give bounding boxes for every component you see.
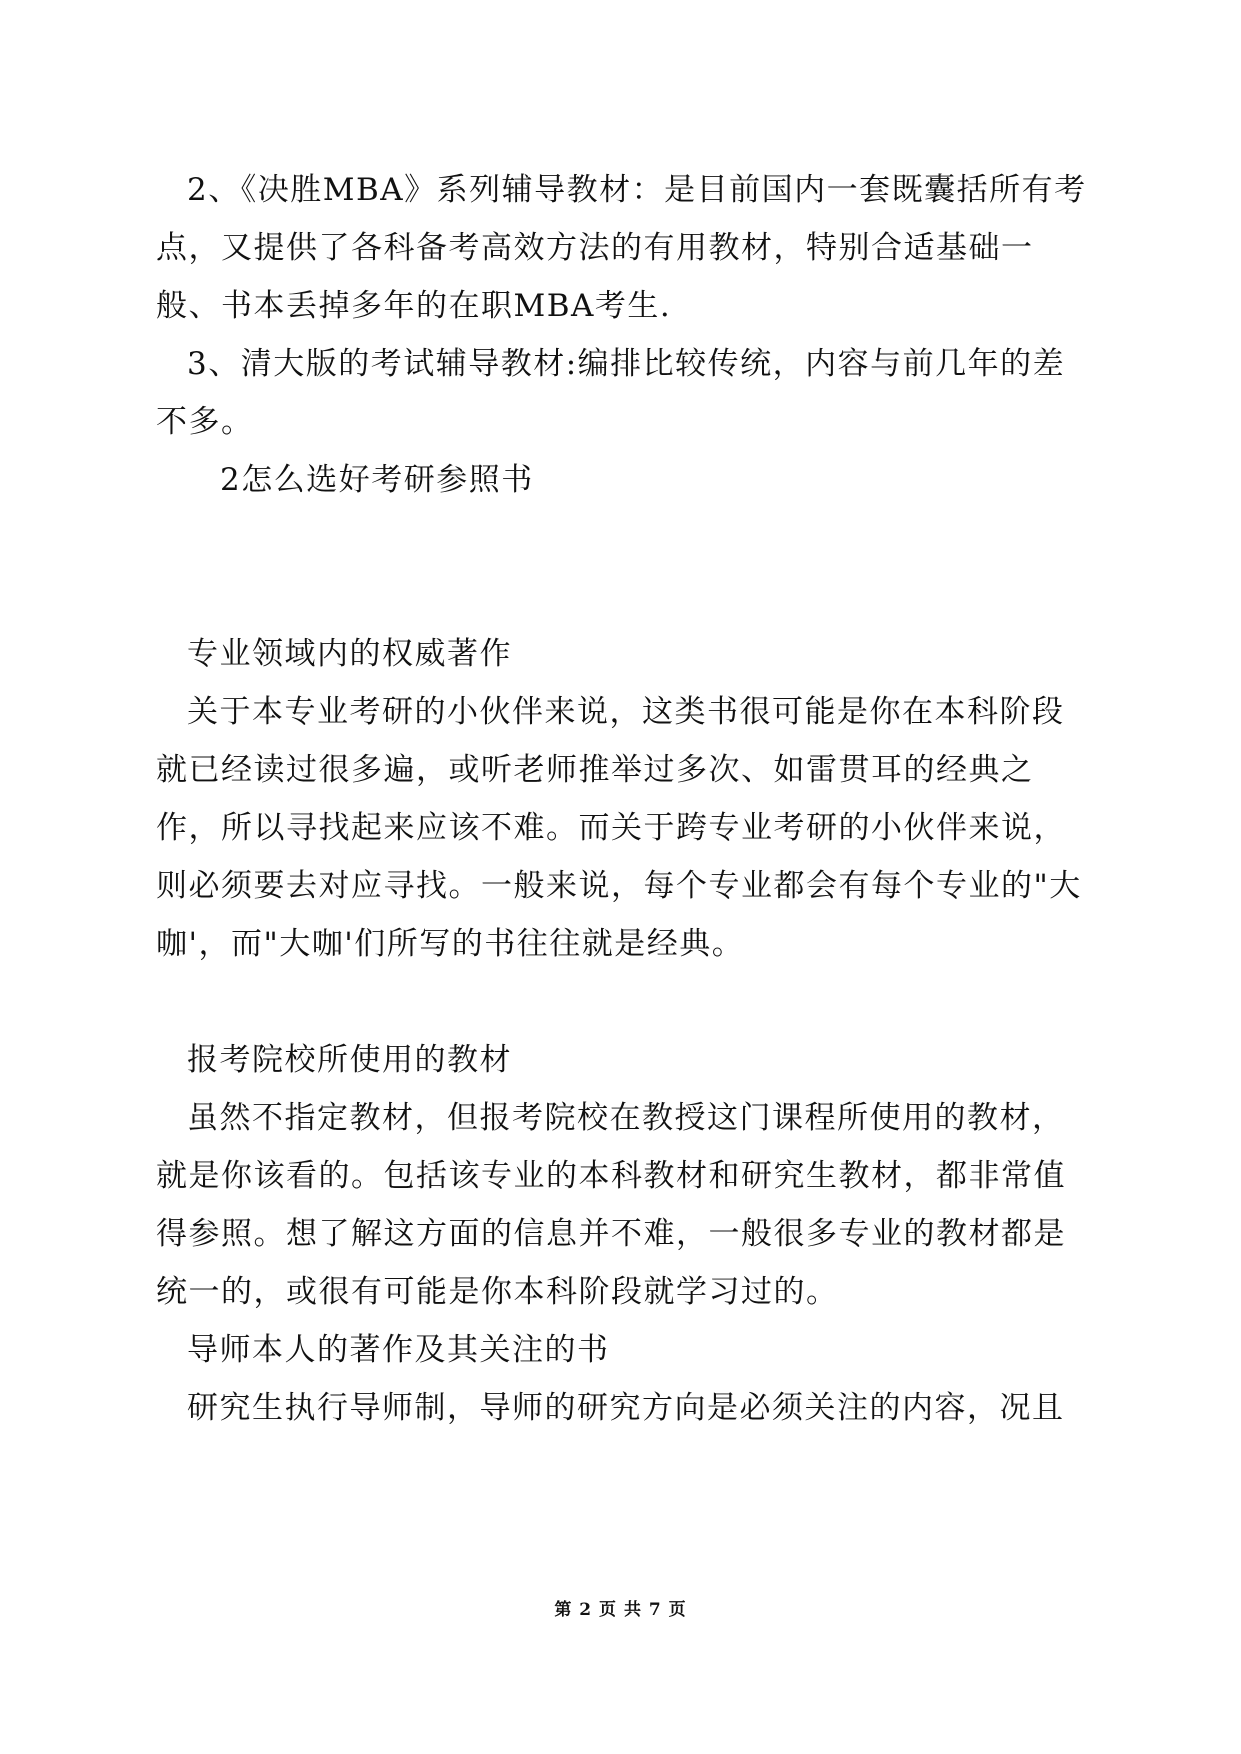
paragraph-advisor-works: 研究生执行导师制，导师的研究方向是必须关注的内容，况且	[187, 1390, 1065, 1426]
subheading-authoritative-works: 专业领域内的权威著作	[187, 636, 512, 672]
subheading-advisor-works: 导师本人的著作及其关注的书	[187, 1332, 610, 1368]
paragraph-school-textbooks: 虽然不指定教材，但报考院校在教授这门课程所使用的教材，就是你该看的。包括该专业的本科教材和研究生教材，都非常值得参照。想了解这方面的信息并不难，一般很多专业的教材都是统一的，或很有可能是你本科阶段就学习过的。	[156, 1100, 1066, 1310]
paragraph-tsinghua-edition: 3、清大版的考试辅导教材:编排比较传统，内容与前几年的差不多。	[156, 346, 1066, 440]
subheading-school-textbooks: 报考院校所使用的教材	[187, 1042, 512, 1078]
paragraph-decisive-mba: 2、《决胜MBA》系列辅导教材：是目前国内一套既囊括所有考点，又提供了各科备考高效方法的有用教材，特别合适基础一般、书本丢掉多年的在职MBA考生.	[156, 172, 1087, 324]
paragraph-authoritative-works: 关于本专业考研的小伙伴来说，这类书很可能是你在本科阶段就已经读过很多遍，或听老师推举过多次、如雷贯耳的经典之作，所以寻找起来应该不难。而关于跨专业考研的小伙伴来说，则必须要去对应寻找。一般来说，每个专业都会有每个专业的"大咖'，而"大咖'们所写的书往往就是经典。	[156, 694, 1082, 962]
page-number-footer: 第 2 页 共 7 页	[554, 1600, 687, 1620]
section-heading-choose-books: 2怎么选好考研参照书	[220, 462, 534, 498]
